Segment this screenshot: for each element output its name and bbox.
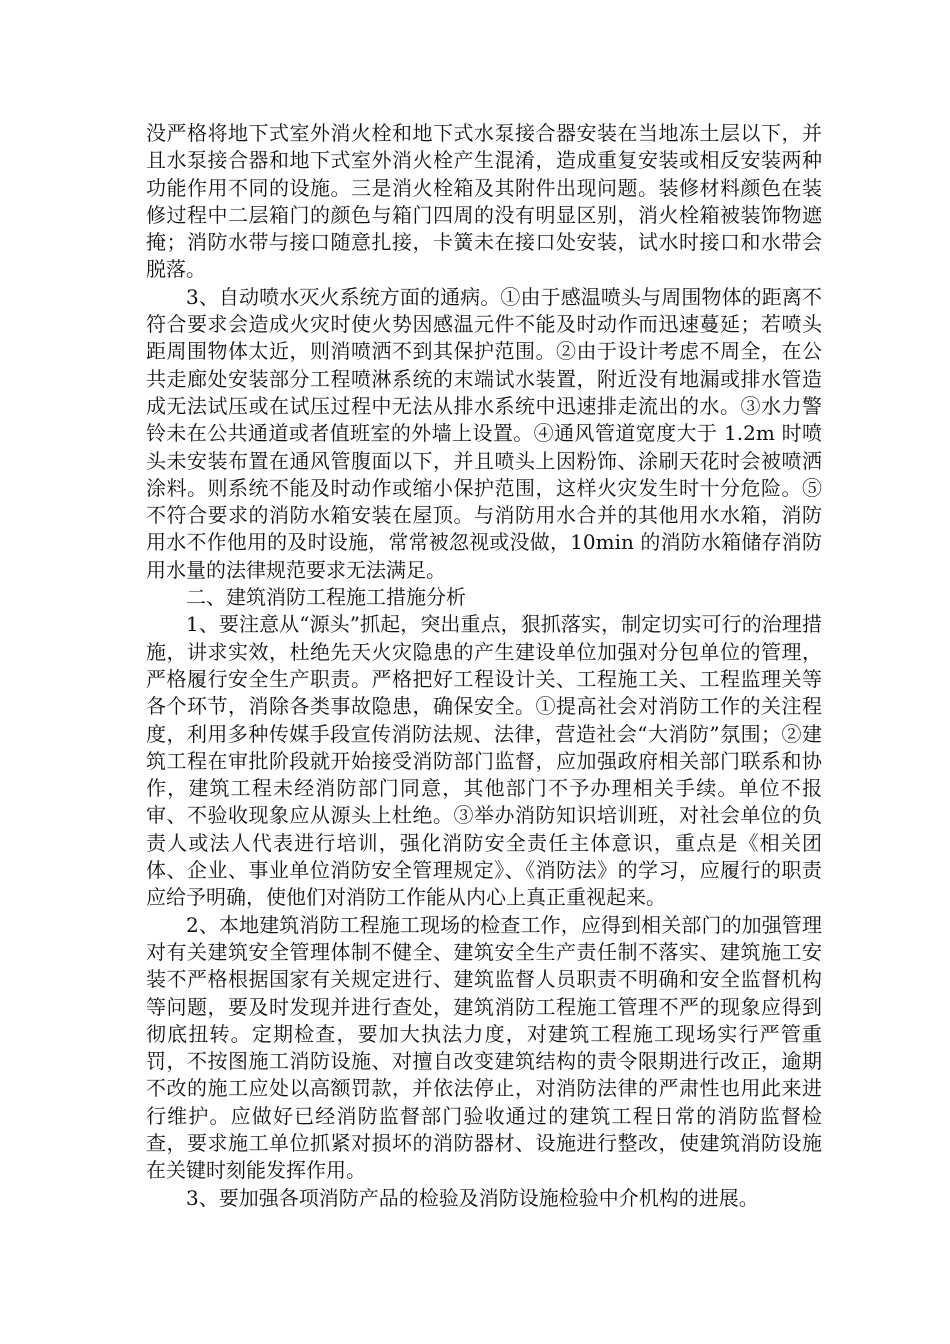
- paragraph-sprinkler-issues: 3、自动喷水灭火系统方面的通病。①由于感温喷头与周围物体的距离不符合要求会造成火灾时使火势因感温元件不能及时动作而迅速蔓延；若喷头距周围物体太近，则消喷洒不到其保护范围。②由于设计考虑不周全，在公共走廊处安装部分工程喷淋系统的末端试水装置，附近没有地漏或排水管造成无法试压或在试压过程中无法从排水系统中迅速排走流出的水。③水力警铃未在公共通道或者值班室的外墙上设置。④通风管道宽度大于 1.2m 时喷头未安装布置在通风管腹面以下，并且喷头上因粉饰、涂刷天花时会被喷洒涂料。则系统不能及时动作或缩小保护范围，这样火灾发生时十分危险。⑤不符合要求的消防水箱安装在屋顶。与消防用水合并的其他用水水箱，消防用水不作他用的及时设施，常常被忽视或没做，10min 的消防水箱储存消防用水量的法律规范要求无法满足。: [146, 284, 822, 582]
- section-heading: 二、建筑消防工程施工措施分析: [186, 585, 466, 610]
- paragraph-measure-1: 1、要注意从“源头”抓起，突出重点，狠抓落实，制定切实可行的治理措施，讲求实效，杜绝先天火灾隐患的产生建设单位加强对分包单位的管理，严格履行安全生产职责。严格把好工程设计关、工程施工关、工程监理关等各个环节，消除各类事故隐患，确保安全。①提高社会对消防工作的关注程度，利用多种传媒手段宣传消防法规、法律，营造社会“大消防”氛围；②建筑工程在审批阶段就开始接受消防部门监督，应加强政府相关部门联系和协作，建筑工程未经消防部门同意，其他部门不予办理相关手续。单位不报审、不验收现象应从源头上杜绝。③举办消防知识培训班，对社会单位的负责人或法人代表进行培训，强化消防安全责任主体意识，重点是《相关团体、企业、事业单位消防安全管理规定》、《消防法》的学习，应履行的职责应给予明确，使他们对消防工作能从内心上真正重视起来。: [146, 612, 822, 910]
- document-body: [146, 120, 822, 1212]
- paragraph-measure-2: 2、本地建筑消防工程施工现场的检查工作，应得到相关部门的加强管理对有关建筑安全管理体制不健全、建筑安全生产责任制不落实、建筑施工安装不严格根据国家有关规定进行、建筑监督人员职责不明确和安全监督机构等问题，要及时发现并进行查处，建筑消防工程施工管理不严的现象应得到彻底扭转。定期检查，要加大执法力度，对建筑工程施工现场实行严管重罚，不按图施工消防设施、对擅自改变建筑结构的责令限期进行改正，逾期不改的施工应处以高额罚款，并依法停止，对消防法律的严肃性也用此来进行维护。应做好已经消防监督部门验收通过的建筑工程日常的消防监督检查，要求施工单位抓紧对损坏的消防器材、设施进行整改，使建筑消防设施在关键时刻能发挥作用。: [146, 912, 822, 1183]
- paragraph-continuation: 没严格将地下式室外消火栓和地下式水泵接合器安装在当地冻土层以下，并且水泵接合器和地下式室外消火栓产生混淆，造成重复安装或相反安装两种功能作用不同的设施。三是消火栓箱及其附件出现问题。装修材料颜色在装修过程中二层箱门的颜色与箱门四周的没有明显区别，消火栓箱被装饰物遮掩；消防水带与接口随意扎接，卡簧未在接口处安装，试水时接口和水带会脱落。: [146, 121, 822, 282]
- paragraph-measure-3: 3、要加强各项消防产品的检验及消防设施检验中介机构的进展。: [186, 1185, 759, 1210]
